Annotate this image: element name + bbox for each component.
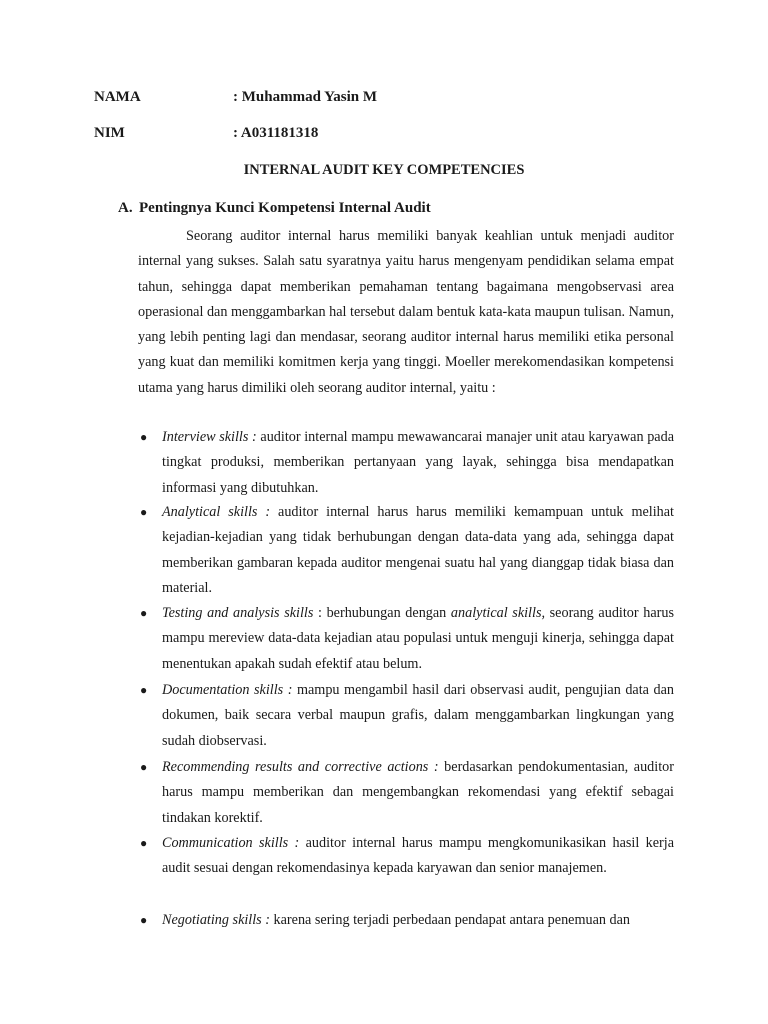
list-item-term-secondary: analytical skills, (450, 605, 546, 621)
list-item-text: : berhubungan dengan (313, 605, 451, 621)
list-item (140, 500, 674, 601)
document-title (0, 160, 768, 180)
name-value: : Muhammad Yasin M (233, 89, 378, 105)
list-item-term: Negotiating skills : (162, 912, 270, 928)
nim-value: : A031181318 (233, 125, 319, 141)
list-item-text: auditor internal harus mampu mengkomunikasikan hasil kerja audit sesuai dengan rekomendasinya kepada karyawan dan senior manajemen. (162, 835, 674, 877)
bullet-icon: ● (140, 430, 148, 444)
list-item-text: berdasarkan pendokumentasian, auditor harus mampu memberikan dan mengembangkan rekomendasi yang efektif sebagai tindakan korektif. (162, 759, 674, 826)
list-item-text-secondary: seorang auditor harus mampu mereview data-data kejadian atau populasi untuk menguji kinerja, sehingga dapat menentukan apakah sudah efektif atau belum. (162, 605, 674, 672)
document-title-text: INTERNAL AUDIT KEY COMPETENCIES (243, 162, 525, 178)
bullet-icon: ● (140, 505, 148, 519)
nim-label: NIM (94, 125, 125, 141)
list-item-term: Communication skills : (162, 835, 300, 851)
list-item-term: Testing and analysis skills (162, 605, 314, 621)
list-item-text: mampu mengambil hasil dari observasi audit, pengujian data dan dokumen, baik secara verbal maupun grafis, dalam menggambarkan lingkungan yang sudah diobservasi. (162, 682, 674, 749)
list-item-text: karena sering terjadi perbedaan pendapat antara penemuan dan (269, 912, 631, 928)
bullet-icon: ● (140, 683, 148, 697)
list-item (140, 908, 674, 933)
list-item-term: Recommending results and corrective actions : (162, 759, 439, 775)
list-item-text: auditor internal harus harus memiliki kemampuan untuk melihat kejadian-kejadian yang tidak berhubungan dengan data-data yang ada, sehingga dapat memberikan gambaran kepada auditor mengenai suatu hal yang dianggap tidak biasa dan material. (162, 504, 674, 596)
section-letter: A. (118, 200, 133, 216)
list-item (140, 678, 674, 754)
bullet-icon: ● (140, 606, 148, 620)
bullet-icon: ● (140, 760, 148, 774)
list-item-term: Documentation skills : (162, 682, 293, 698)
list-item (140, 831, 674, 882)
bullet-icon: ● (140, 913, 148, 927)
name-label: NAMA (94, 89, 141, 105)
list-item (140, 601, 674, 677)
list-item-term: Analytical skills : (162, 504, 271, 520)
list-item-text: auditor internal mampu mewawancarai manajer unit atau karyawan pada tingkat produksi, memberikan pertanyaan yang layak, sehingga bisa mendapatkan informasi yang dibutuhkan. (162, 429, 674, 496)
list-item (140, 425, 674, 501)
section-heading (118, 198, 431, 218)
bullet-icon: ● (140, 836, 148, 850)
list-item (140, 755, 674, 831)
intro-paragraph (138, 224, 674, 401)
section-heading-text: Pentingnya Kunci Kompetensi Internal Audit (139, 200, 431, 216)
intro-paragraph-text: Seorang auditor internal harus memiliki banyak keahlian untuk menjadi auditor internal yang sukses. Salah satu syaratnya yaitu harus mengenyam pendidikan selama empat tahun, sehingga dapat memberikan pemahaman tentang bagaimana mengobservasi area operasional dan menggambarkan hal tersebut dalam bentuk kata-kata maupun tulisan. Namun, yang lebih penting lagi dan mendasar, seorang auditor internal harus memiliki etika personal yang kuat dan memiliki komitmen kerja yang tinggi. Moeller merekomendasikan kompetensi utama yang harus dimiliki oleh seorang auditor internal, yaitu : (138, 228, 674, 396)
list-item-term: Interview skills : (162, 429, 257, 445)
